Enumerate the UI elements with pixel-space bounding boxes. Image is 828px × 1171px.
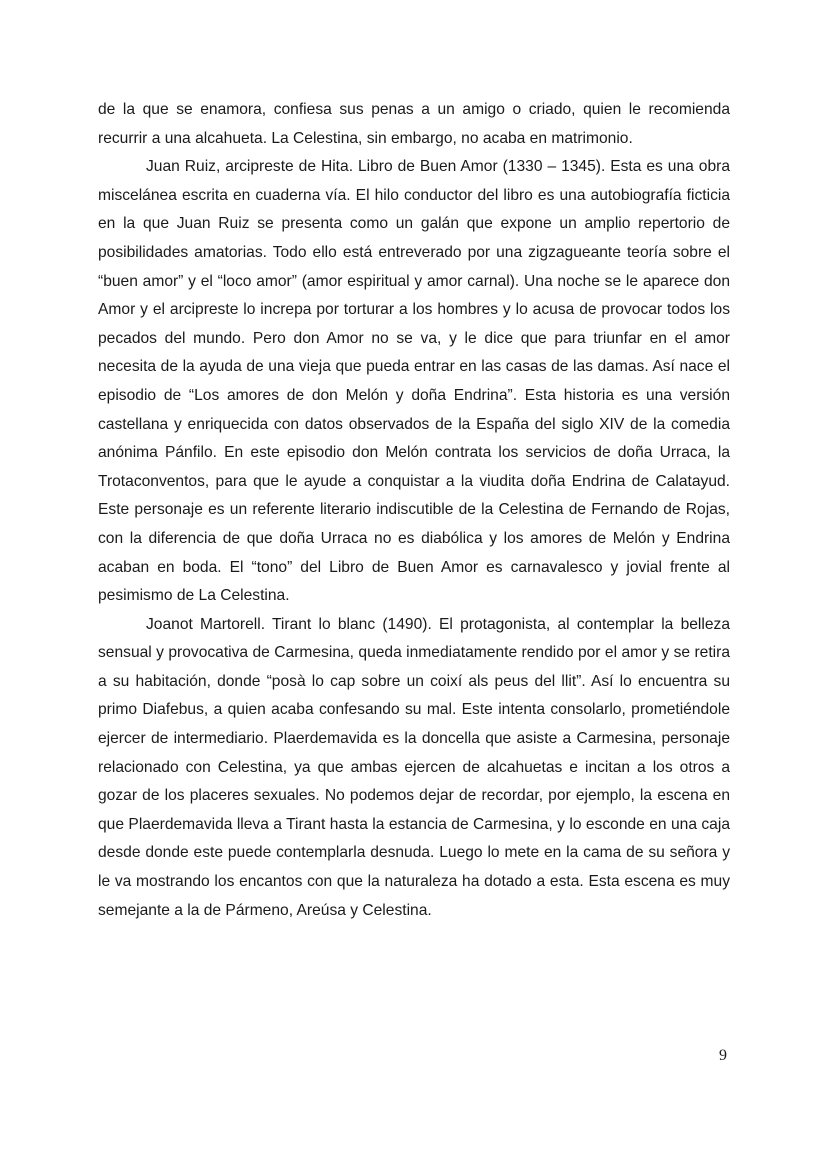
paragraph-libro-de-buen-amor: Juan Ruiz, arcipreste de Hita. Libro de Buen Amor (1330 – 1345). Esta es una obra miscelánea escrita en cuaderna vía. El hilo conductor del libro es una autobiografía ficticia en la que Juan Ruiz se presenta como un galán que expone un amplio repertorio de posibilidades amatorias. Todo ello está entreverado por una zigzagueante teoría sobre el “buen amor” y el “loco amor” (amor espiritual y amor carnal). Una noche se le aparece don Amor y el arcipreste lo increpa por torturar a los hombres y lo acusa de provocar todos los pecados del mundo. Pero don Amor no se va, y le dice que para triunfar en el amor necesita de la ayuda de una vieja que pueda entrar en las casas de las damas. Así nace el episodio de “Los amores de don Melón y doña Endrina”. Esta historia es una versión castellana y enriquecida con datos observados de la España del siglo XIV de la comedia anónima Pánfilo. En este episodio don Melón contrata los servicios de doña Urraca, la Trotaconventos, para que le ayude a conquistar a la viudita doña Endrina de Calatayud. Este personaje es un referente literario indiscutible de la Celestina de Fernando de Rojas, con la diferencia de que doña Urraca no es diabólica y los amores de Melón y Endrina acaban en boda. El “tono” del Libro de Buen Amor es carnavalesco y jovial frente al pesimismo de La Celestina.: [98, 158, 730, 605]
paragraph-tirant-lo-blanc: Joanot Martorell. Tirant lo blanc (1490). El protagonista, al contemplar la belleza sensual y provocativa de Carmesina, queda inmediatamente rendido por el amor y se retira a su habitación, donde “posà lo cap sobre un coixí als peus del llit”. Así lo encuentra su primo Diafebus, a quien acaba confesando su mal. Este intenta consolarlo, prometiéndole ejercer de intermediario. Plaerdemavida es la doncella que asiste a Carmesina, personaje relacionado con Celestina, ya que ambas ejercen de alcahuetas e incitan a los otros a gozar de los placeres sexuales. No podemos dejar de recordar, por ejemplo, la escena en que Plaerdemavida lleva a Tirant hasta la estancia de Carmesina, y lo esconde en una caja desde donde este puede contemplarla desnuda. Luego lo mete en la cama de su señora y le va mostrando los encantos con que la naturaleza ha dotado a esta. Esta escena es muy semejante a la de Pármeno, Areúsa y Celestina.: [98, 615, 730, 919]
page-number: 9: [719, 1047, 727, 1064]
body-text: [98, 96, 730, 925]
paragraph-continuation: de la que se enamora, confiesa sus penas a un amigo o criado, quien le recomienda recurrir a una alcahueta. La Celestina, sin embargo, no acaba en matrimonio.: [98, 101, 730, 147]
